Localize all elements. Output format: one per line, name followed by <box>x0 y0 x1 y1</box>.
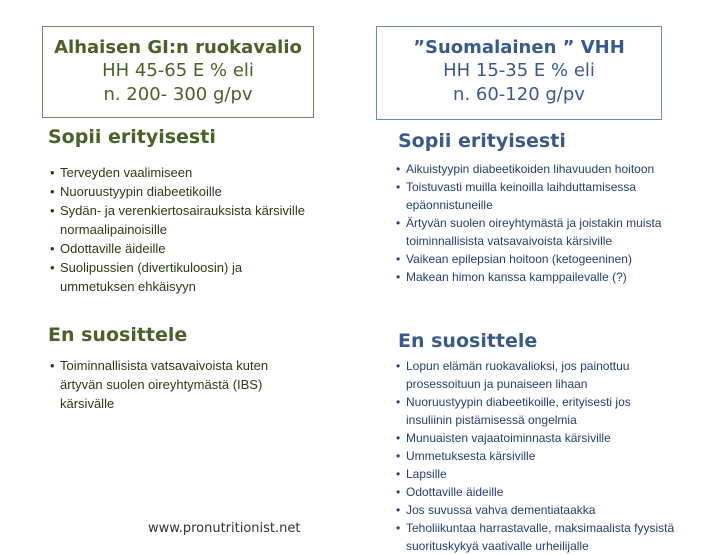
right-diet-title: ”Suomalainen ” VHH <box>413 37 625 58</box>
list-item: • Jos suvussa vahva dementiataakka <box>396 501 680 519</box>
list-item: • Vaikean epilepsian hoitoon (ketogeeninen) <box>396 250 680 268</box>
list-item: • Aikuistyypin diabeetikoiden lihavuuden hoitoon <box>396 160 680 178</box>
list-item: • Lopun elämän ruokavalioksi, jos painottuu prosessoituun ja punaiseen lihaan <box>396 357 680 393</box>
right-diet-grams: n. 60-120 g/pv <box>453 84 585 105</box>
list-item: • Makean himon kanssa kamppailevalle (?) <box>396 268 680 286</box>
right-diet-percent: HH 15-35 E % eli <box>443 60 595 81</box>
list-item: • Odottaville äideille <box>50 239 312 258</box>
list-item: • Nuoruustyypin diabeetikoille, erityisesti jos insuliinin pistämisessä ongelmia <box>396 393 680 429</box>
list-item: • Odottaville äideille <box>396 483 680 501</box>
left-suited-list <box>50 163 312 296</box>
right-not-heading: En suosittele <box>398 330 538 352</box>
left-diet-box <box>42 26 314 118</box>
list-item: • Suolipussien (divertikuloosin) ja ummetuksen ehkäisyyn <box>50 258 312 296</box>
left-diet-title: Alhaisen GI:n ruokavalio <box>54 37 302 58</box>
list-item: • Toiminnallisista vatsavaivoista kuten ärtyvän suolen oireyhtymästä (IBS) kärsivälle <box>50 356 312 413</box>
list-item: • Munuaisten vajaatoiminnasta kärsiville <box>396 429 680 447</box>
list-item: • Lapsille <box>396 465 680 483</box>
list-item: • Toistuvasti muilla keinoilla laihduttamisessa epäonnistuneille <box>396 178 680 214</box>
footer-url: www.pronutritionist.net <box>148 521 301 536</box>
list-item: • Ummetuksesta kärsiville <box>396 447 680 465</box>
list-item: • Teholiikuntaa harrastavalle, maksimaalista fyysistä suorituskykyä vaativalle urheilijalle <box>396 519 680 555</box>
left-not-list <box>50 356 312 413</box>
left-not-heading: En suosittele <box>48 324 188 346</box>
list-item: • Sydän- ja verenkiertosairauksista kärsiville normaalipainoisille <box>50 201 312 239</box>
left-suited-heading: Sopii erityisesti <box>48 126 216 148</box>
right-suited-heading: Sopii erityisesti <box>398 130 566 152</box>
list-item: • Ärtyvän suolen oireyhtymästä ja joistakin muista toiminnallisista vatsavaivoista kärsiville <box>396 214 680 250</box>
left-diet-grams: n. 200- 300 g/pv <box>103 84 253 105</box>
left-diet-percent: HH 45-65 E % eli <box>102 60 254 81</box>
right-suited-list <box>396 160 680 286</box>
list-item: • Terveyden vaalimiseen <box>50 163 312 182</box>
right-diet-box <box>376 26 662 120</box>
right-not-list <box>396 357 680 555</box>
list-item: • Nuoruustyypin diabeetikoille <box>50 182 312 201</box>
